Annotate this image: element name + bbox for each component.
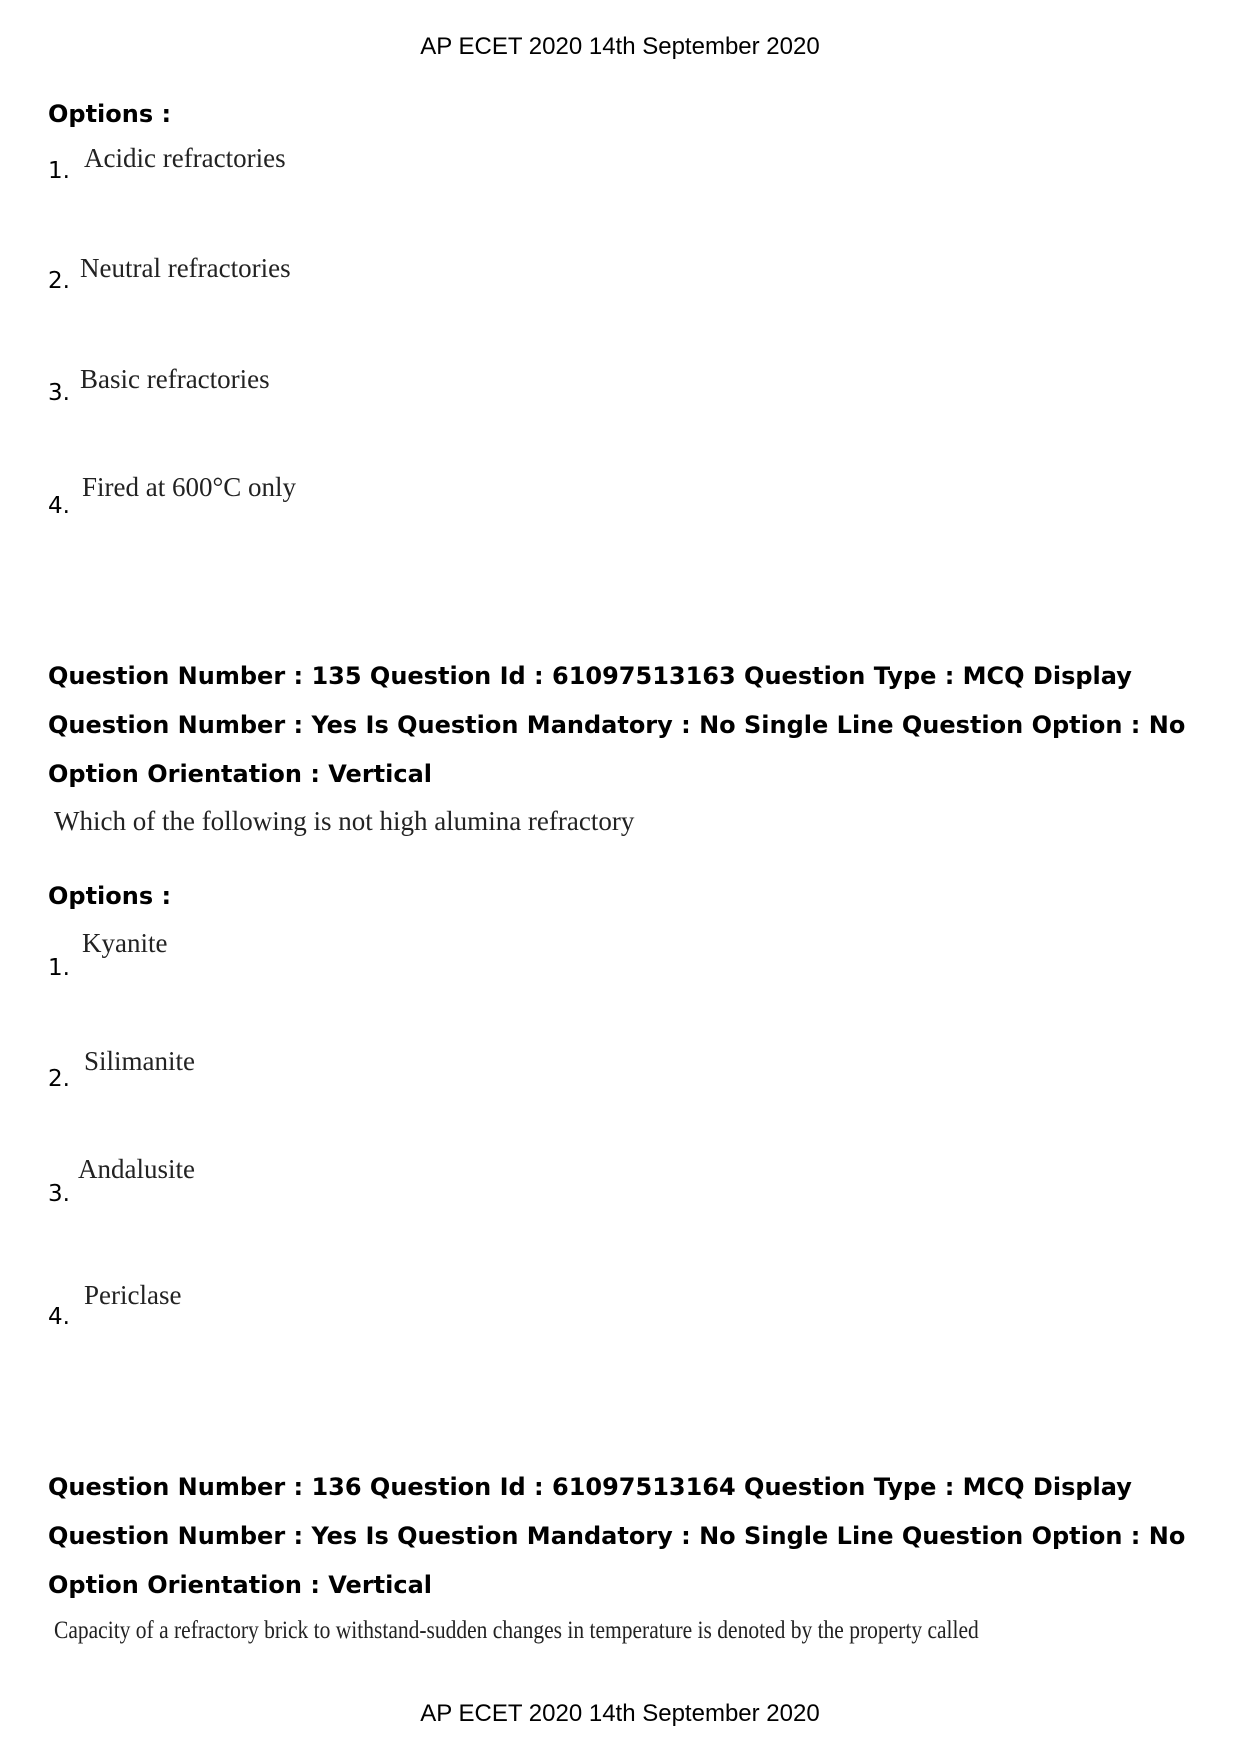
question-text: Which of the following is not high alumina refractory (54, 806, 635, 836)
option-number: 4. (48, 493, 70, 519)
option-text: Silimanite (84, 1046, 195, 1076)
option-number: 2. (48, 268, 70, 294)
option-text: Periclase (84, 1280, 182, 1310)
option-number: 2. (48, 1066, 70, 1092)
option-number: 1. (48, 158, 70, 184)
option-number: 3. (48, 380, 70, 406)
option-number: 4. (48, 1304, 70, 1330)
page-footer: AP ECET 2020 14th September 2020 (420, 1700, 820, 1727)
option-text: Fired at 600°C only (82, 472, 297, 502)
option-number: 3. (48, 1181, 70, 1207)
option-text: Kyanite (82, 928, 168, 958)
option-text: Acidic refractories (84, 143, 286, 173)
question-meta: Question Number : 135 Question Id : 61097513163 Question Type : MCQ Display Question Number : Yes Is Question Mandatory : No Single Line Question Option : No Option Orientation : Vertical (48, 662, 1186, 788)
options-label: Options : (48, 100, 172, 128)
question-meta: Question Number : 136 Question Id : 61097513164 Question Type : MCQ Display Question Number : Yes Is Question Mandatory : No Single Line Question Option : No Option Orientation : Vertical (48, 1473, 1186, 1599)
options-label: Options : (48, 882, 172, 910)
option-text: Neutral refractories (80, 253, 291, 283)
option-number: 1. (48, 955, 70, 981)
option-text: Andalusite (78, 1154, 195, 1184)
page-header: AP ECET 2020 14th September 2020 (420, 33, 820, 60)
option-text: Basic refractories (80, 364, 270, 394)
question-text: Capacity of a refractory brick to withstand-sudden changes in temperature is denoted by the property called (54, 1617, 979, 1644)
